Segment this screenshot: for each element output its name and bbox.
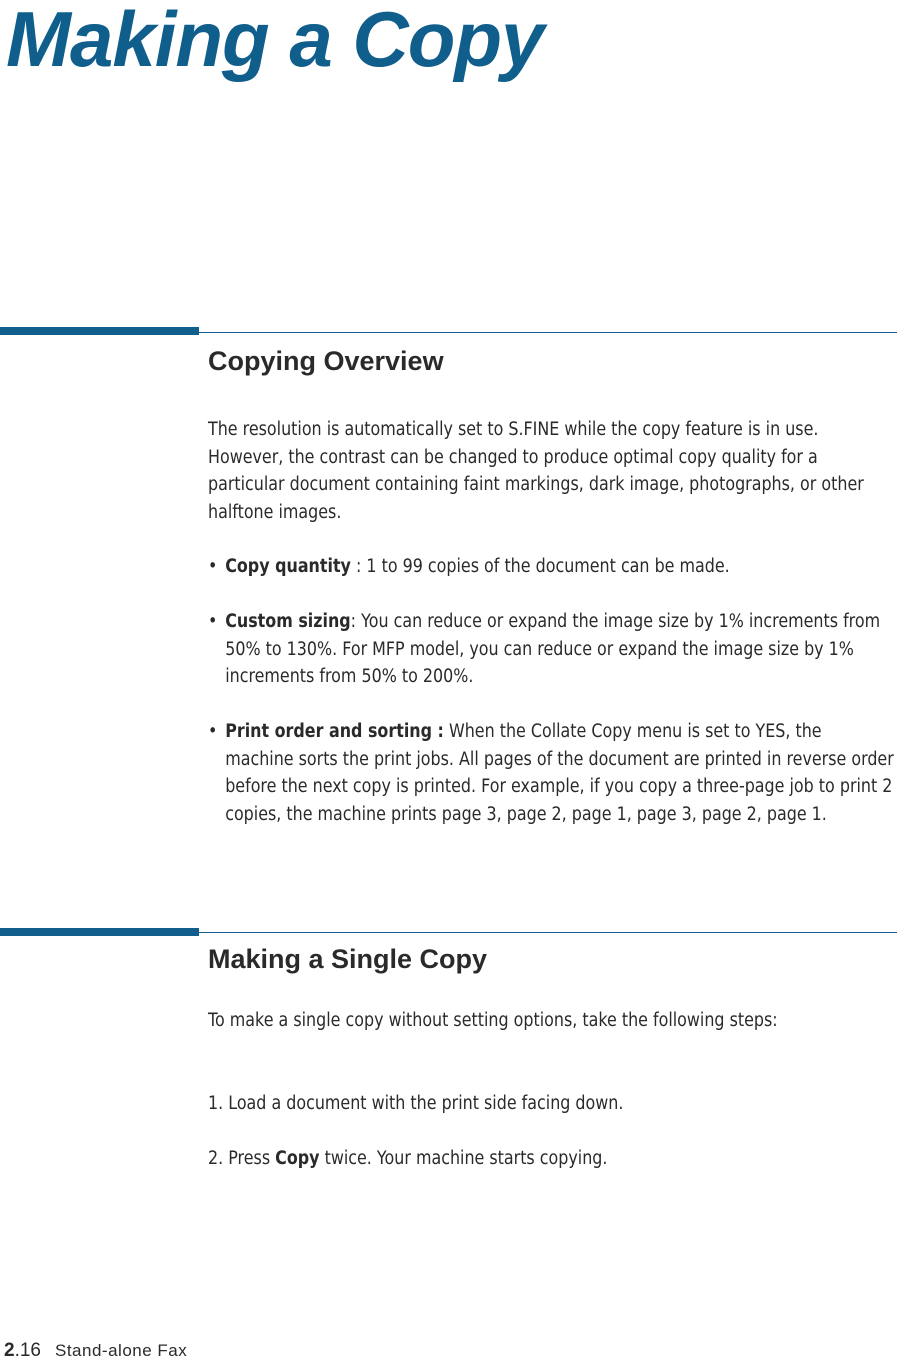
section-heading-copying-overview: Copying Overview xyxy=(208,346,444,376)
bullet-term: Copy quantity xyxy=(225,556,351,577)
bullet-print-order-sorting xyxy=(208,718,894,828)
step-text: 2. Press xyxy=(208,1148,276,1169)
overview-paragraph: The resolution is automatically set to S.FINE while the copy feature is in use. However, the contrast can be changed to produce optimal copy quality for a particular document containing faint markings, dark image, photographs, or other halftone images. xyxy=(208,419,864,523)
bullet-separator: : xyxy=(350,556,367,577)
chapter-name: Stand-alone Fax xyxy=(55,1341,188,1360)
section-rule-thin xyxy=(199,932,897,933)
page-title: Making a Copy xyxy=(6,0,544,83)
step-text: twice. Your machine starts copying. xyxy=(319,1148,608,1169)
section-rule-thick xyxy=(0,327,199,335)
section-rule-thin xyxy=(199,332,897,333)
bullet-copy-quantity xyxy=(208,553,894,581)
bullet-marker: • xyxy=(208,556,218,577)
bullet-text: 1 to 99 copies of the document can be made. xyxy=(366,556,730,577)
bullet-separator: : xyxy=(350,611,362,632)
step-2 xyxy=(208,1145,894,1173)
section-heading-single-copy: Making a Single Copy xyxy=(208,944,488,974)
bullet-term: Print order and sorting : xyxy=(225,721,444,742)
page-number-major: 2 xyxy=(4,1340,15,1361)
page-footer xyxy=(4,1340,187,1362)
section-rule-thick xyxy=(0,928,199,936)
bullet-marker: • xyxy=(208,721,218,742)
bullet-custom-sizing xyxy=(208,608,894,691)
step-1 xyxy=(208,1090,894,1118)
bullet-text: When the Collate Copy menu is set to YES, the machine sorts the print jobs. All pages of the document are printed in reverse order before the next copy is printed. For example, if you copy a three-page job to print 2 copies, the machine prints page 3, page 2, page 1, page 3, page 2, page 1. xyxy=(225,721,894,825)
bullet-marker: • xyxy=(208,611,218,632)
bullet-text: You can reduce or expand the image size by 1% increments from 50% to 130%. For MFP model, you can reduce or expand the image size by 1% increments from 50% to 200%. xyxy=(225,611,881,687)
single-copy-intro: To make a single copy without setting options, take the following steps: xyxy=(208,1010,778,1031)
step-text: 1. Load a document with the print side facing down. xyxy=(208,1093,624,1114)
bullet-term: Custom sizing xyxy=(225,611,351,632)
page-number-minor: .16 xyxy=(14,1340,41,1361)
copy-key-label: Copy xyxy=(275,1148,320,1169)
